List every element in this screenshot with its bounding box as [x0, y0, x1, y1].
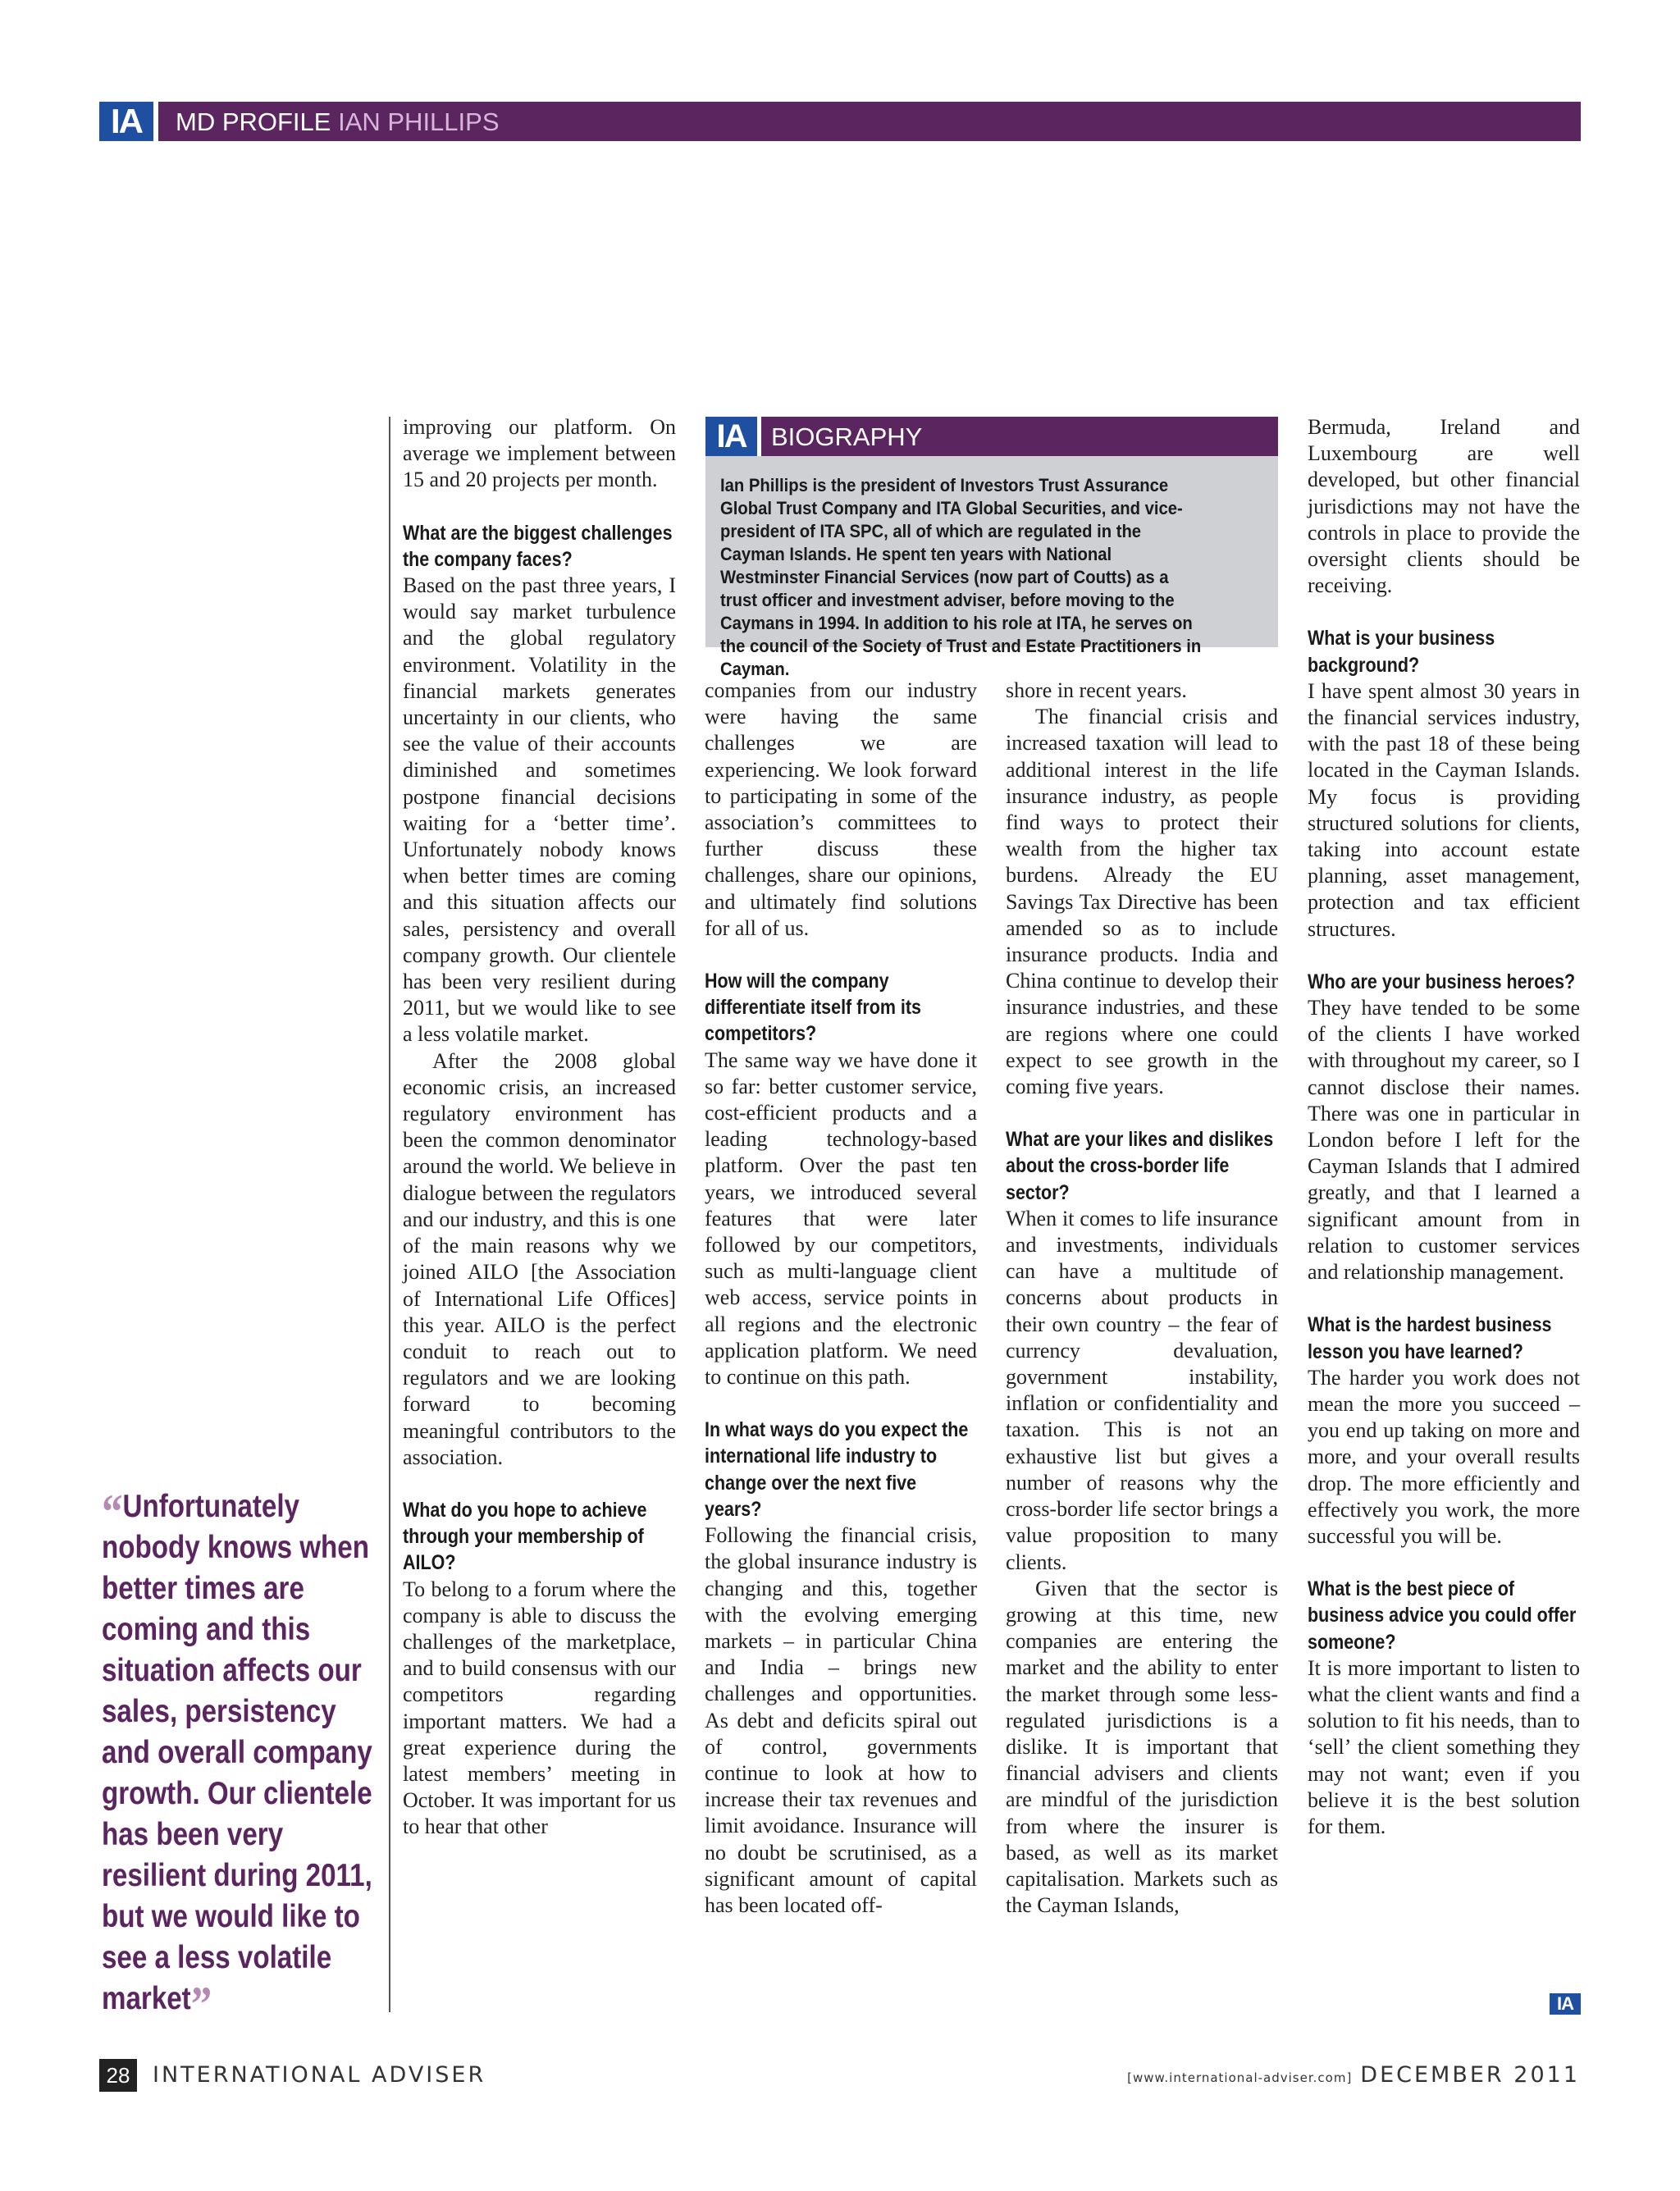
profile-name: IAN PHILLIPS [338, 107, 500, 136]
section-label: MD PROFILE [176, 107, 331, 136]
paragraph: companies from our industry were having the same challenges we are experiencing. We look forward to participating in some of the association’s committees to further discuss these challenges, share our opinions, and ultimately find solutions for all of us. [705, 678, 977, 940]
paragraph: Given that the sector is growing at this time, new companies are entering the market and the ability to enter the market through some less-regulated jurisdictions is a dislike. It is important that financial advisers and clients are mindful of the jurisdiction from where the insurer is based, as well as its market capitalisation. Markets such as the Cayman Islands, [1006, 1576, 1278, 1918]
question-heading: In what ways do you expect the international life industry to change over the next five years? [705, 1418, 969, 1521]
paragraph: After the 2008 global economic crisis, an increased regulatory environment has been the common denominator around the world. We believe in dialogue between the regulators and our industry, and this is one of the main reasons why we joined AILO [the Association of International Life Offices] this year. AILO is the perfect conduit to reach out to regulators and we are looking forward to becoming meaningful contributors to the association. [403, 1048, 676, 1469]
question-heading: What is the best piece of business advice you could offer someone? [1308, 1577, 1577, 1654]
paragraph: It is more important to listen to what the client wants and find a solution to fit his needs, than to ‘sell’ the client something they may not want; even if you believe it is the best solution for them. [1308, 1655, 1580, 1838]
biography-title: BIOGRAPHY [771, 422, 923, 451]
pull-quote [102, 1485, 381, 2031]
issue-date: DECEMBER 2011 [1360, 2062, 1580, 2088]
paragraph: The financial crisis and increased taxation will lead to additional interest in the life insurance industry, as people find ways to protect their wealth from the higher tax burdens. Already the EU Savings Tax Directive has been amended so as to include insurance products. India and China continue to develop their insurance industries, and these are regions where one could expect to see growth in the coming five years. [1006, 705, 1278, 1099]
footer-right [1127, 2059, 1580, 2094]
paragraph: They have tended to be some of the clients I have worked with throughout my career, so I cannot disclose their names. There was one in particular in London before I left for the Cayman Islands that I admired greatly, and that I learned a significant amount from in relation to customer services and relationship management. [1308, 996, 1580, 1285]
question-heading: How will the company differentiate itself from its competitors? [705, 970, 922, 1046]
column-rule [389, 417, 390, 2012]
biography-text: Ian Phillips is the president of Investors Trust Assurance Global Trust Company and ITA Global Securities, and vice-president of ITA SPC, all of which are regulated in the Cayman Islands. He spent ten years with National Westminster Financial Services (now part of Coutts) as a trust officer and investment adviser, before moving to the Caymans in 1994. In addition to his role at ITA, he serves on the council of the Society of Trust and Estate Practitioners in Cayman. [720, 475, 1202, 679]
paragraph: I have spent almost 30 years in the financial services industry, with the past 18 of these being located in the Cayman Islands. My focus is providing structured solutions for clients, taking into account estate planning, asset management, protection and tax efficient structures. [1308, 678, 1580, 941]
question-heading: What are the biggest challenges the company faces? [403, 521, 673, 571]
question-heading: What is the hardest business lesson you have learned? [1308, 1313, 1552, 1363]
page-number: 28 [99, 2059, 137, 2092]
magazine-name: INTERNATIONAL ADVISER [153, 2062, 486, 2088]
paragraph: The harder you work does not mean the more you succeed – you end up taking on more and more, and your overall results drop. The more efficiently and effectively you work, the more successful you will be. [1308, 1365, 1580, 1548]
paragraph: Bermuda, Ireland and Luxembourg are well developed, but other financial jurisdictions may not have the controls in place to provide the oversight clients should be receiving. [1308, 415, 1580, 598]
paragraph: The same way we have done it so far: better customer service, cost-efficient products and a leading technology-based platform. Over the past ten years, we introduced several features that were later followed by our competitors, such as multi-language client web access, service points in all regions and the electronic application platform. We need to continue on this path. [705, 1048, 977, 1390]
question-heading: What are your likes and dislikes about the cross-border life sector? [1006, 1128, 1274, 1204]
question-heading: What is your business background? [1308, 627, 1495, 677]
ia-logo: IA [705, 417, 761, 456]
article-column-3 [1006, 678, 1278, 1919]
website-url: [www.international-adviser.com] [1127, 2070, 1353, 2085]
question-heading: What do you hope to achieve through your membership of AILO? [403, 1498, 647, 1575]
ia-logo: IA [99, 102, 158, 141]
paragraph: shore in recent years. [1006, 678, 1187, 702]
paragraph: Following the financial crisis, the global insurance industry is changing and this, together with the evolving emerging markets – in particular China and India – brings new challenges and opportunities. As debt and deficits spiral out of control, governments continue to look at how to increase their tax revenues and limit avoidance. Insurance will no doubt be scrutinised, as a significant amount of capital has been located off- [705, 1523, 977, 1917]
close-quote-mark: ” [190, 1977, 212, 2031]
end-mark-logo: IA [1550, 1993, 1581, 2015]
open-quote-mark: “ [102, 1485, 123, 1539]
article-column-1 [403, 414, 676, 1841]
paragraph: When it comes to life insurance and investments, individuals can have a multitude of concerns about products in their own country – the fear of currency devaluation, government instability, inflation or confidentiality and taxation. This is not an exhaustive list but gives a number of reasons why the cross-border life sector brings a value proposition to many clients. [1006, 1206, 1278, 1574]
article-column-4 [1308, 414, 1580, 1840]
section-header [176, 102, 500, 141]
paragraph: To belong to a forum where the company is able to discuss the challenges of the marketplace, and to build consensus with our competitors regarding important matters. We had a great experience during the latest members’ meeting in October. It was important for us to hear that other [403, 1577, 676, 1839]
paragraph: improving our platform. On average we implement between 15 and 20 projects per month. [403, 415, 676, 492]
paragraph: Based on the past three years, I would say market turbulence and the global regulatory environment. Volatility in the financial markets generates uncertainty in our clients, who see the value of their accounts diminished and sometimes postpone financial decisions waiting for a ‘better time’. Unfortunately nobody knows when better times are coming and this situation affects our sales, persistency and overall company growth. Our clientele has been very resilient during 2011, but we would like to see a less volatile market. [403, 573, 676, 1047]
biography-box [705, 417, 1278, 679]
article-column-2 [705, 678, 977, 1919]
pull-quote-text: Unfortunately nobody knows when better times are coming and this situation affects our sales, persistency and overall company growth. Our clientele has been very resilient during 2011, but we would like to see a less volatile market [102, 1489, 372, 2016]
question-heading: Who are your business heroes? [1308, 970, 1576, 993]
